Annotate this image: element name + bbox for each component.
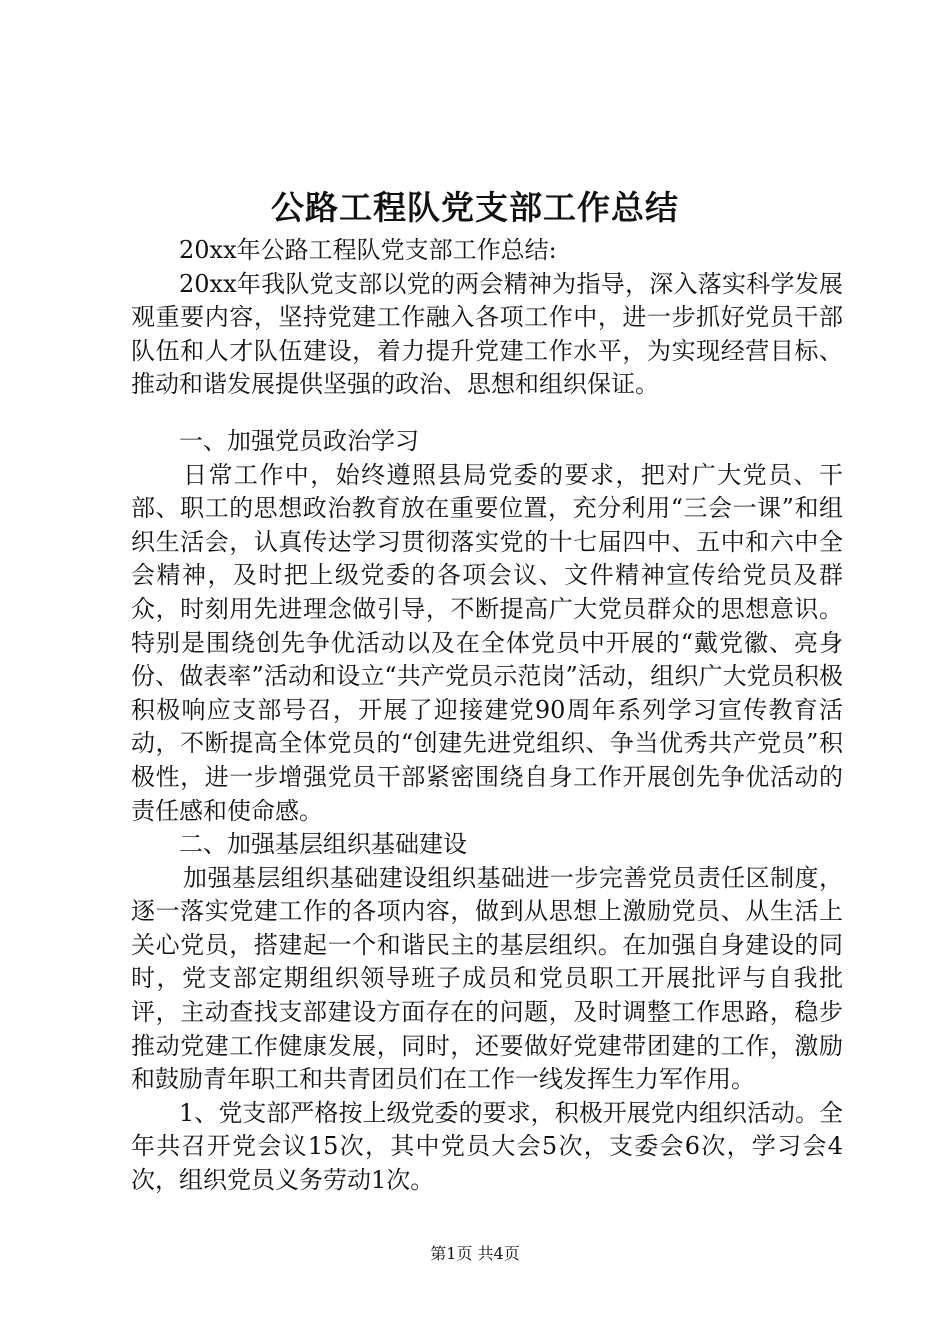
section-heading-2: 二、加强基层组织基础建设 [179,830,467,859]
list-item-1: 1、党支部严格按上级党委的要求，积极开展党内组织活动。全年共召开党会议15次，其中党员大会5次，支委会6次，学习会4次，组织党员义务劳动1次。 [131,1098,843,1195]
document-body [131,234,843,1198]
page-number-footer: 第1页 共4页 [430,1244,520,1263]
intro-line: 20xx年公路工程队党支部工作总结: [179,236,557,264]
section-1-paragraph: 日常工作中，始终遵照县局党委的要求，把对广大党员、干部、职工的思想政治教育放在重要位置，充分利用“三会一课”和组织生活会，认真传达学习贯彻落实党的十七届四中、五中和六中全会精神，及时把上级党委的各项会议、文件精神宣传给党员及群众，时刻用先进理念做引导，不断提高广大党员群众的思想意识。特别是围绕创先争优活动以及在全体党员中开展的“戴党徽、亮身份、做表率”活动和设立“共产党员示范岗”活动，组织广大党员积极积极响应支部号召，开展了迎接建党90周年系列学习宣传教育活动，不断提高全体党员的“创建先进党组织、争当优秀共产党员”积极性，进一步增强党员干部紧密围绕自身工作开展创先争优活动的责任感和使命感。 [131,460,843,825]
paragraph-spacer [131,402,843,425]
section-heading-1: 一、加强党员政治学习 [179,426,419,455]
document-title: 公路工程队党支部工作总结 [271,188,679,227]
section-2-paragraph: 加强基层组织基础建设组织基础进一步完善党员责任区制度，逐一落实党建工作的各项内容，做到从思想上激励党员、从生活上关心党员，搭建起一个和谐民主的基层组织。在加强自身建设的同时，党支部定期组织领导班子成员和党员职工开展批评与自我批评，主动查找支部建设方面存在的问题，及时调整工作思路，稳步推动党建工作健康发展，同时，还要做好党建带团建的工作，激励和鼓励青年职工和共青团员们在工作一线发挥生力军作用。 [131,863,843,1094]
intro-paragraph: 20xx年我队党支部以党的两会精神为指导，深入落实科学发展观重要内容，坚持党建工作融入各项工作中，进一步抓好党员干部队伍和人才队伍建设，着力提升党建工作水平，为实现经营目标、推动和谐发展提供坚强的政治、思想和组织保证。 [131,269,843,399]
